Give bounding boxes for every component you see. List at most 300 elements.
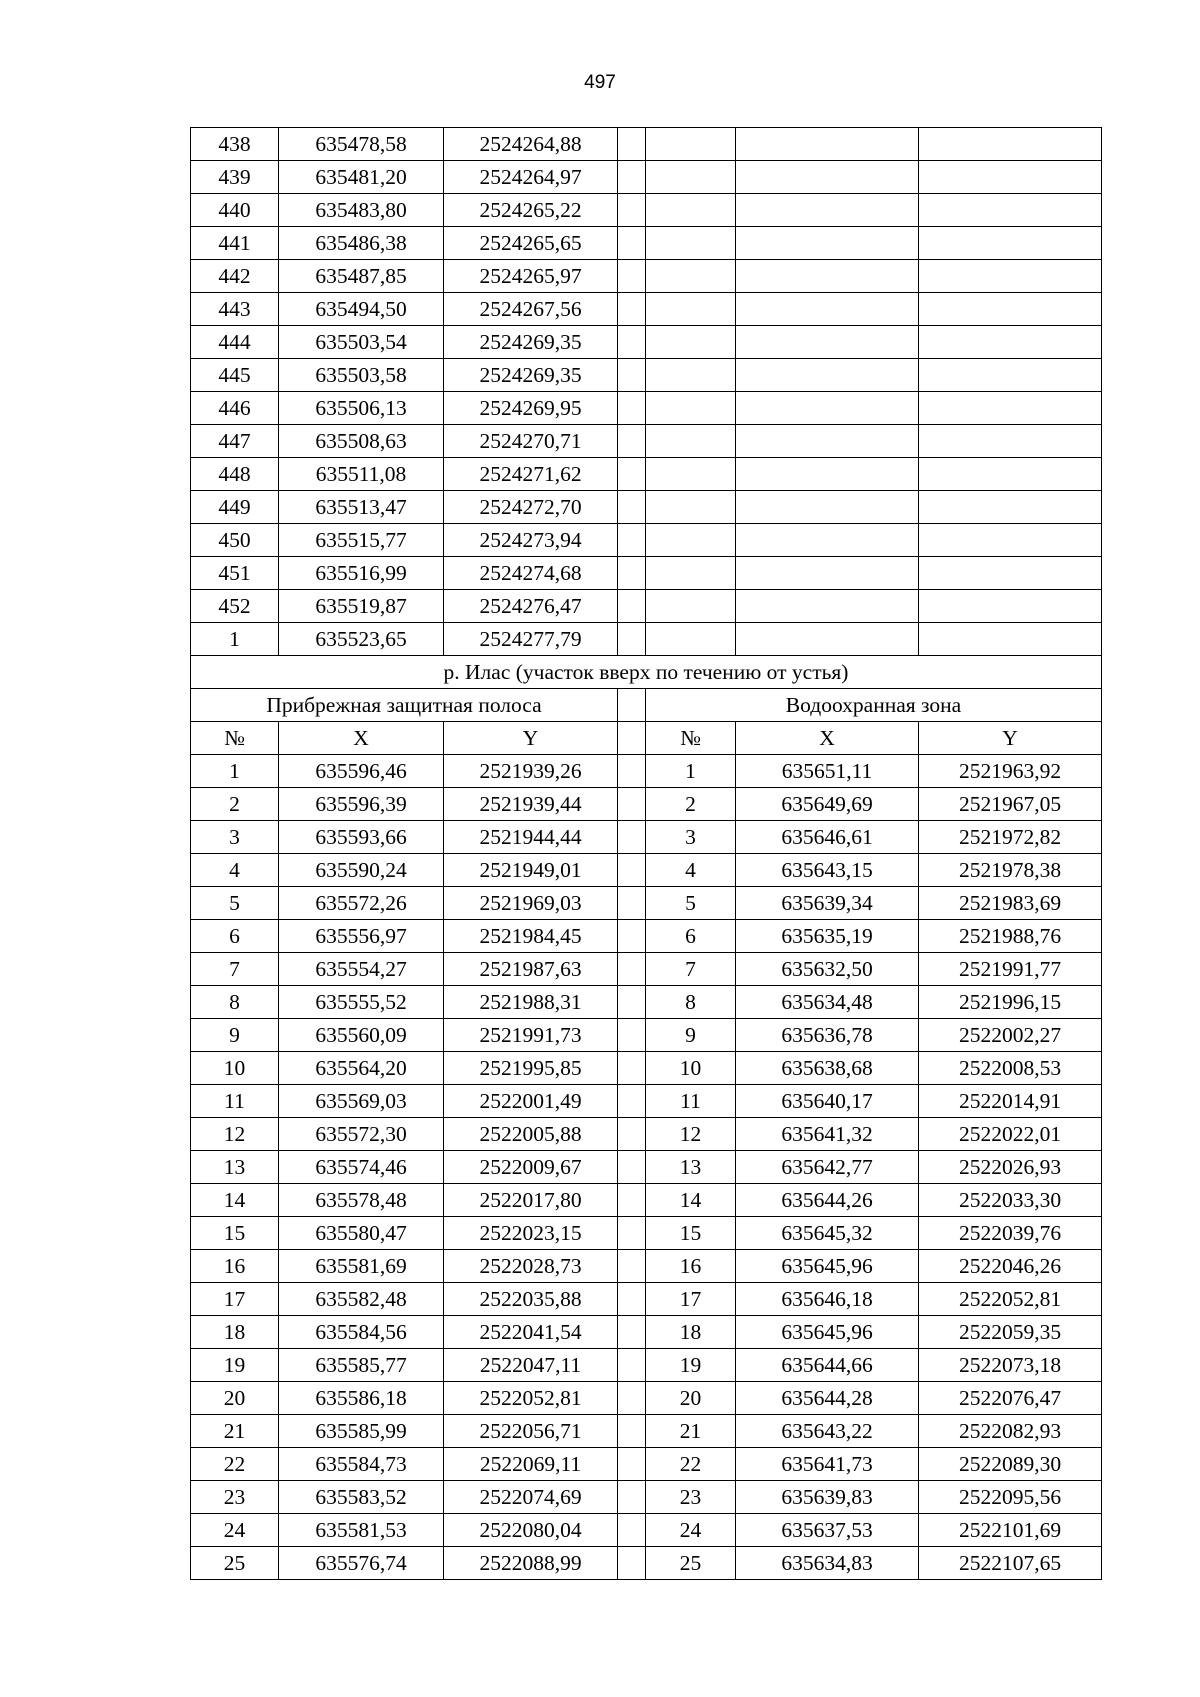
coord-y: 2524276,47 xyxy=(444,590,618,623)
table-row xyxy=(191,755,1102,788)
empty-cell xyxy=(736,557,919,590)
coord-x-right: 635643,15 xyxy=(736,854,919,887)
coord-x: 635478,58 xyxy=(279,128,444,161)
coord-y-left: 2521939,26 xyxy=(444,755,618,788)
coord-x-left: 635580,47 xyxy=(279,1217,444,1250)
point-number: 448 xyxy=(191,458,279,491)
gap-cell xyxy=(618,194,646,227)
gap-cell xyxy=(618,1448,646,1481)
table-row xyxy=(191,623,1102,656)
coord-x-left: 635576,74 xyxy=(279,1547,444,1580)
gap-cell xyxy=(618,1349,646,1382)
point-number: 447 xyxy=(191,425,279,458)
point-number-right: 7 xyxy=(646,953,736,986)
point-number-left: 12 xyxy=(191,1118,279,1151)
coord-y: 2524272,70 xyxy=(444,491,618,524)
coord-y-left: 2522080,04 xyxy=(444,1514,618,1547)
point-number-left: 25 xyxy=(191,1547,279,1580)
coord-y: 2524269,95 xyxy=(444,392,618,425)
point-number-right: 18 xyxy=(646,1316,736,1349)
point-number-left: 19 xyxy=(191,1349,279,1382)
coord-y: 2524265,22 xyxy=(444,194,618,227)
point-number-right: 2 xyxy=(646,788,736,821)
table-row xyxy=(191,920,1102,953)
gap-cell xyxy=(618,1184,646,1217)
empty-cell xyxy=(919,128,1102,161)
gap-cell xyxy=(618,623,646,656)
table-row xyxy=(191,293,1102,326)
coordinates-table xyxy=(190,127,1102,1580)
table-row xyxy=(191,590,1102,623)
coord-y-left: 2521987,63 xyxy=(444,953,618,986)
coord-x-right: 635643,22 xyxy=(736,1415,919,1448)
empty-cell xyxy=(736,359,919,392)
point-number-right: 14 xyxy=(646,1184,736,1217)
coord-y-right: 2521996,15 xyxy=(919,986,1102,1019)
empty-cell xyxy=(919,161,1102,194)
coord-x-right: 635645,32 xyxy=(736,1217,919,1250)
gap-cell xyxy=(618,788,646,821)
gap-cell xyxy=(618,359,646,392)
table-row xyxy=(191,1118,1102,1151)
coord-y-right: 2521967,05 xyxy=(919,788,1102,821)
empty-cell xyxy=(919,260,1102,293)
table-row xyxy=(191,1217,1102,1250)
coord-x-left: 635585,99 xyxy=(279,1415,444,1448)
empty-cell xyxy=(646,293,736,326)
point-number: 449 xyxy=(191,491,279,524)
point-number-right: 10 xyxy=(646,1052,736,1085)
gap-cell xyxy=(618,1481,646,1514)
coord-y: 2524277,79 xyxy=(444,623,618,656)
coord-y: 2524265,97 xyxy=(444,260,618,293)
point-number-left: 24 xyxy=(191,1514,279,1547)
empty-cell xyxy=(919,491,1102,524)
empty-cell xyxy=(736,524,919,557)
table-row xyxy=(191,1250,1102,1283)
table-row xyxy=(191,1316,1102,1349)
section-header xyxy=(191,656,1102,755)
coord-x: 635506,13 xyxy=(279,392,444,425)
point-number-right: 25 xyxy=(646,1547,736,1580)
point-number-left: 15 xyxy=(191,1217,279,1250)
point-number-right: 23 xyxy=(646,1481,736,1514)
empty-cell xyxy=(646,161,736,194)
point-number-right: 13 xyxy=(646,1151,736,1184)
point-number: 446 xyxy=(191,392,279,425)
coord-x-right: 635641,73 xyxy=(736,1448,919,1481)
coord-y: 2524265,65 xyxy=(444,227,618,260)
gap-cell xyxy=(618,1118,646,1151)
point-number-left: 18 xyxy=(191,1316,279,1349)
coord-y-right: 2521991,77 xyxy=(919,953,1102,986)
point-number-left: 9 xyxy=(191,1019,279,1052)
point-number-right: 17 xyxy=(646,1283,736,1316)
empty-cell xyxy=(646,392,736,425)
gap-cell xyxy=(618,920,646,953)
empty-cell xyxy=(646,128,736,161)
coord-y: 2524271,62 xyxy=(444,458,618,491)
gap-cell xyxy=(618,689,646,722)
gap-cell xyxy=(618,1250,646,1283)
coord-x: 635486,38 xyxy=(279,227,444,260)
point-number-right: 1 xyxy=(646,755,736,788)
table-row xyxy=(191,854,1102,887)
coord-x: 635481,20 xyxy=(279,161,444,194)
table-row xyxy=(191,1382,1102,1415)
gap-cell xyxy=(618,953,646,986)
empty-cell xyxy=(919,524,1102,557)
point-number-left: 5 xyxy=(191,887,279,920)
point-number: 440 xyxy=(191,194,279,227)
coord-x: 635508,63 xyxy=(279,425,444,458)
coord-x-right: 635645,96 xyxy=(736,1250,919,1283)
coord-y-right: 2521978,38 xyxy=(919,854,1102,887)
table-row xyxy=(191,887,1102,920)
table-row xyxy=(191,1019,1102,1052)
coord-x-left: 635585,77 xyxy=(279,1349,444,1382)
coord-y-right: 2522059,35 xyxy=(919,1316,1102,1349)
coord-y-left: 2522088,99 xyxy=(444,1547,618,1580)
gap-cell xyxy=(618,1382,646,1415)
empty-cell xyxy=(736,194,919,227)
point-number-right: 20 xyxy=(646,1382,736,1415)
coord-x-right: 635645,96 xyxy=(736,1316,919,1349)
gap-cell xyxy=(618,227,646,260)
point-number-left: 7 xyxy=(191,953,279,986)
coord-y-left: 2522056,71 xyxy=(444,1415,618,1448)
coord-y-right: 2522052,81 xyxy=(919,1283,1102,1316)
point-number-left: 3 xyxy=(191,821,279,854)
coord-x: 635487,85 xyxy=(279,260,444,293)
empty-cell xyxy=(646,326,736,359)
empty-cell xyxy=(736,293,919,326)
gap-cell xyxy=(618,161,646,194)
table-row xyxy=(191,425,1102,458)
coord-x-left: 635581,53 xyxy=(279,1514,444,1547)
point-number-right: 3 xyxy=(646,821,736,854)
coord-y: 2524269,35 xyxy=(444,326,618,359)
coord-y-right: 2522014,91 xyxy=(919,1085,1102,1118)
empty-cell xyxy=(919,557,1102,590)
point-number-left: 13 xyxy=(191,1151,279,1184)
col-header-num-right: № xyxy=(646,722,736,755)
coord-x-left: 635572,30 xyxy=(279,1118,444,1151)
point-number-left: 11 xyxy=(191,1085,279,1118)
coord-y-left: 2522047,11 xyxy=(444,1349,618,1382)
table-row xyxy=(191,326,1102,359)
gap-cell xyxy=(618,491,646,524)
coord-x-left: 635564,20 xyxy=(279,1052,444,1085)
coord-x-left: 635584,73 xyxy=(279,1448,444,1481)
gap-cell xyxy=(618,755,646,788)
empty-cell xyxy=(736,458,919,491)
empty-cell xyxy=(736,128,919,161)
coord-y-left: 2522009,67 xyxy=(444,1151,618,1184)
point-number-left: 6 xyxy=(191,920,279,953)
gap-cell xyxy=(618,986,646,1019)
coord-x-right: 635642,77 xyxy=(736,1151,919,1184)
table-row xyxy=(191,392,1102,425)
coord-x-left: 635560,09 xyxy=(279,1019,444,1052)
coord-x-right: 635634,48 xyxy=(736,986,919,1019)
gap-cell xyxy=(618,1151,646,1184)
coord-x-left: 635586,18 xyxy=(279,1382,444,1415)
empty-cell xyxy=(919,623,1102,656)
empty-cell xyxy=(919,227,1102,260)
point-number-right: 6 xyxy=(646,920,736,953)
coord-y-right: 2522022,01 xyxy=(919,1118,1102,1151)
table-row xyxy=(191,821,1102,854)
table-row xyxy=(191,788,1102,821)
coord-y-left: 2521949,01 xyxy=(444,854,618,887)
point-number-left: 22 xyxy=(191,1448,279,1481)
coord-y-right: 2521972,82 xyxy=(919,821,1102,854)
point-number-left: 2 xyxy=(191,788,279,821)
empty-cell xyxy=(736,161,919,194)
coord-y-right: 2522076,47 xyxy=(919,1382,1102,1415)
coord-x-right: 635634,83 xyxy=(736,1547,919,1580)
coordinate-rows xyxy=(191,755,1102,1580)
point-number-right: 21 xyxy=(646,1415,736,1448)
coord-y-left: 2522052,81 xyxy=(444,1382,618,1415)
point-number: 451 xyxy=(191,557,279,590)
col-header-num-left: № xyxy=(191,722,279,755)
empty-cell xyxy=(736,491,919,524)
point-number-right: 15 xyxy=(646,1217,736,1250)
coord-x: 635523,65 xyxy=(279,623,444,656)
table-row xyxy=(191,1151,1102,1184)
empty-cell xyxy=(919,293,1102,326)
coord-x: 635516,99 xyxy=(279,557,444,590)
coord-y: 2524270,71 xyxy=(444,425,618,458)
empty-cell xyxy=(646,260,736,293)
coord-y: 2524264,88 xyxy=(444,128,618,161)
point-number: 438 xyxy=(191,128,279,161)
coord-y-right: 2521983,69 xyxy=(919,887,1102,920)
table-row xyxy=(191,1184,1102,1217)
col-header-y-right: Y xyxy=(919,722,1102,755)
coord-x-left: 635593,66 xyxy=(279,821,444,854)
gap-cell xyxy=(618,458,646,491)
coord-y: 2524267,56 xyxy=(444,293,618,326)
coord-y-right: 2522039,76 xyxy=(919,1217,1102,1250)
table-row xyxy=(191,953,1102,986)
coord-y-right: 2522082,93 xyxy=(919,1415,1102,1448)
table-row xyxy=(191,1085,1102,1118)
group-header-row xyxy=(191,689,1102,722)
empty-cell xyxy=(736,260,919,293)
coord-x-left: 635555,52 xyxy=(279,986,444,1019)
empty-cell xyxy=(646,623,736,656)
group-header-coastal-strip: Прибрежная защитная полоса xyxy=(191,689,618,722)
coord-x-right: 635639,34 xyxy=(736,887,919,920)
empty-cell xyxy=(919,458,1102,491)
coord-y-left: 2522023,15 xyxy=(444,1217,618,1250)
table-row xyxy=(191,1514,1102,1547)
coord-y-left: 2521991,73 xyxy=(444,1019,618,1052)
coord-x-left: 635574,46 xyxy=(279,1151,444,1184)
point-number-left: 1 xyxy=(191,755,279,788)
gap-cell xyxy=(618,1019,646,1052)
coord-y-right: 2522002,27 xyxy=(919,1019,1102,1052)
point-number-right: 22 xyxy=(646,1448,736,1481)
coord-x-right: 635635,19 xyxy=(736,920,919,953)
coord-x-left: 635572,26 xyxy=(279,887,444,920)
coord-y-left: 2521944,44 xyxy=(444,821,618,854)
gap-cell xyxy=(618,854,646,887)
coord-x-left: 635583,52 xyxy=(279,1481,444,1514)
table-row xyxy=(191,359,1102,392)
point-number-left: 16 xyxy=(191,1250,279,1283)
point-number: 452 xyxy=(191,590,279,623)
table-row xyxy=(191,557,1102,590)
column-header-row xyxy=(191,722,1102,755)
coord-x-right: 635637,53 xyxy=(736,1514,919,1547)
gap-cell xyxy=(618,425,646,458)
table-row xyxy=(191,227,1102,260)
coord-y-left: 2522028,73 xyxy=(444,1250,618,1283)
col-header-x-right: X xyxy=(736,722,919,755)
coord-x: 635515,77 xyxy=(279,524,444,557)
point-number: 439 xyxy=(191,161,279,194)
table-row xyxy=(191,524,1102,557)
coord-x: 635519,87 xyxy=(279,590,444,623)
coord-y-right: 2522095,56 xyxy=(919,1481,1102,1514)
coord-x-left: 635596,46 xyxy=(279,755,444,788)
empty-cell xyxy=(736,623,919,656)
gap-cell xyxy=(618,557,646,590)
coord-x-right: 635640,17 xyxy=(736,1085,919,1118)
table-row xyxy=(191,260,1102,293)
coord-y-left: 2521984,45 xyxy=(444,920,618,953)
coord-y-right: 2521988,76 xyxy=(919,920,1102,953)
coord-x-right: 635636,78 xyxy=(736,1019,919,1052)
table-row xyxy=(191,128,1102,161)
coord-x-right: 635644,66 xyxy=(736,1349,919,1382)
point-number-left: 20 xyxy=(191,1382,279,1415)
gap-cell xyxy=(618,722,646,755)
table-row xyxy=(191,1448,1102,1481)
point-number-right: 16 xyxy=(646,1250,736,1283)
gap-cell xyxy=(618,326,646,359)
group-header-water-protection-zone: Водоохранная зона xyxy=(646,689,1102,722)
coord-x-right: 635649,69 xyxy=(736,788,919,821)
coord-x-left: 635584,56 xyxy=(279,1316,444,1349)
empty-cell xyxy=(736,227,919,260)
coord-y-left: 2521969,03 xyxy=(444,887,618,920)
coord-x-left: 635596,39 xyxy=(279,788,444,821)
coord-x-right: 635639,83 xyxy=(736,1481,919,1514)
coord-x: 635503,54 xyxy=(279,326,444,359)
empty-cell xyxy=(919,359,1102,392)
empty-cell xyxy=(646,227,736,260)
point-number-right: 11 xyxy=(646,1085,736,1118)
coord-x-right: 635646,61 xyxy=(736,821,919,854)
empty-cell xyxy=(919,326,1102,359)
gap-cell xyxy=(618,392,646,425)
coord-x: 635513,47 xyxy=(279,491,444,524)
gap-cell xyxy=(618,1217,646,1250)
coord-y-left: 2521939,44 xyxy=(444,788,618,821)
table-row xyxy=(191,1349,1102,1382)
point-number-left: 8 xyxy=(191,986,279,1019)
coord-y-right: 2522033,30 xyxy=(919,1184,1102,1217)
table-row xyxy=(191,491,1102,524)
coord-x-right: 635632,50 xyxy=(736,953,919,986)
empty-cell xyxy=(736,425,919,458)
coord-y-left: 2521995,85 xyxy=(444,1052,618,1085)
empty-cell xyxy=(646,458,736,491)
coord-x-left: 635569,03 xyxy=(279,1085,444,1118)
coord-y-left: 2522017,80 xyxy=(444,1184,618,1217)
table-row xyxy=(191,194,1102,227)
empty-cell xyxy=(646,524,736,557)
section-title-row xyxy=(191,656,1102,689)
empty-cell xyxy=(919,194,1102,227)
coord-x-left: 635582,48 xyxy=(279,1283,444,1316)
empty-cell xyxy=(646,557,736,590)
coord-x-right: 635641,32 xyxy=(736,1118,919,1151)
point-number: 450 xyxy=(191,524,279,557)
gap-cell xyxy=(618,1514,646,1547)
gap-cell xyxy=(618,1283,646,1316)
coord-y-right: 2522101,69 xyxy=(919,1514,1102,1547)
coord-x-right: 635638,68 xyxy=(736,1052,919,1085)
coord-y-left: 2522041,54 xyxy=(444,1316,618,1349)
gap-cell xyxy=(618,1415,646,1448)
point-number-left: 14 xyxy=(191,1184,279,1217)
coord-y-left: 2522074,69 xyxy=(444,1481,618,1514)
point-number: 442 xyxy=(191,260,279,293)
coord-x-right: 635644,26 xyxy=(736,1184,919,1217)
point-number-right: 5 xyxy=(646,887,736,920)
table-row xyxy=(191,1283,1102,1316)
point-number-left: 17 xyxy=(191,1283,279,1316)
empty-cell xyxy=(736,590,919,623)
continued-rows xyxy=(191,128,1102,656)
point-number-right: 8 xyxy=(646,986,736,1019)
page-number: 497 xyxy=(584,72,616,93)
point-number: 1 xyxy=(191,623,279,656)
empty-cell xyxy=(646,425,736,458)
point-number: 441 xyxy=(191,227,279,260)
coord-y-left: 2522001,49 xyxy=(444,1085,618,1118)
empty-cell xyxy=(646,491,736,524)
empty-cell xyxy=(736,326,919,359)
point-number: 444 xyxy=(191,326,279,359)
empty-cell xyxy=(736,392,919,425)
gap-cell xyxy=(618,887,646,920)
table-row xyxy=(191,458,1102,491)
empty-cell xyxy=(646,590,736,623)
coord-y-right: 2522107,65 xyxy=(919,1547,1102,1580)
coord-x: 635503,58 xyxy=(279,359,444,392)
coord-y-left: 2521988,31 xyxy=(444,986,618,1019)
table-row xyxy=(191,1052,1102,1085)
gap-cell xyxy=(618,293,646,326)
point-number-right: 4 xyxy=(646,854,736,887)
empty-cell xyxy=(919,392,1102,425)
section-title: р. Илас (участок вверх по течению от устья) xyxy=(191,656,1102,689)
coord-y-right: 2522008,53 xyxy=(919,1052,1102,1085)
point-number-left: 10 xyxy=(191,1052,279,1085)
coord-y-right: 2522046,26 xyxy=(919,1250,1102,1283)
coord-y-left: 2522069,11 xyxy=(444,1448,618,1481)
point-number-right: 9 xyxy=(646,1019,736,1052)
point-number-right: 24 xyxy=(646,1514,736,1547)
coord-x-left: 635554,27 xyxy=(279,953,444,986)
